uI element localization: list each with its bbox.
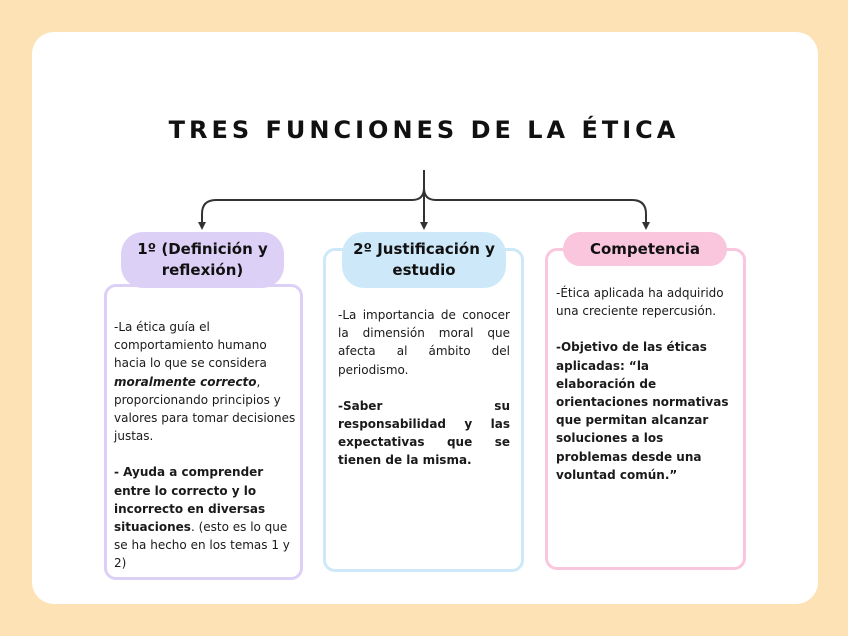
bold-text: -Saber su responsabilidad y las expectativas que se tienen de la misma. [338, 398, 510, 468]
text-segment: -La ética guía el comportamiento humano hacia lo que se considera [114, 320, 267, 371]
bold-text: -Objetivo de las éticas aplicadas: “la elaboración de orientaciones normativas que permitan alcanzar soluciones a los problemas desde una voluntad común.” [556, 340, 729, 482]
bracket-line [202, 170, 424, 226]
emphasis-text: moralmente correcto [114, 374, 257, 389]
paragraph: -La importancia de conocer la dimensión moral que afecta al ámbito del periodismo. [338, 308, 510, 377]
text-competencia [556, 284, 732, 502]
bold-text: - Ayuda a comprender entre lo correcto y lo incorrecto en diversas situaciones [114, 465, 266, 535]
text-segment: . (esto es lo que se ha hecho en los temas 1 y 2) [114, 520, 290, 571]
paragraph: -Ética aplicada ha adquirido una creciente repercusión. [556, 286, 724, 319]
text-justificacion [338, 306, 510, 488]
text-definicion [114, 318, 296, 591]
paragraph [556, 338, 732, 484]
paragraph [114, 463, 296, 572]
bracket-line [424, 188, 646, 226]
heading-competencia: Competencia [563, 232, 727, 266]
paragraph [114, 318, 296, 445]
heading-definicion: 1º (Definición y reflexión) [121, 232, 284, 288]
text-segment: , proporcionando principios y valores para tomar decisiones justas. [114, 374, 296, 444]
diagram-title: TRES FUNCIONES DE LA ÉTICA [168, 116, 680, 144]
heading-justificacion: 2º Justificación y estudio [342, 232, 506, 288]
paragraph [338, 397, 510, 470]
